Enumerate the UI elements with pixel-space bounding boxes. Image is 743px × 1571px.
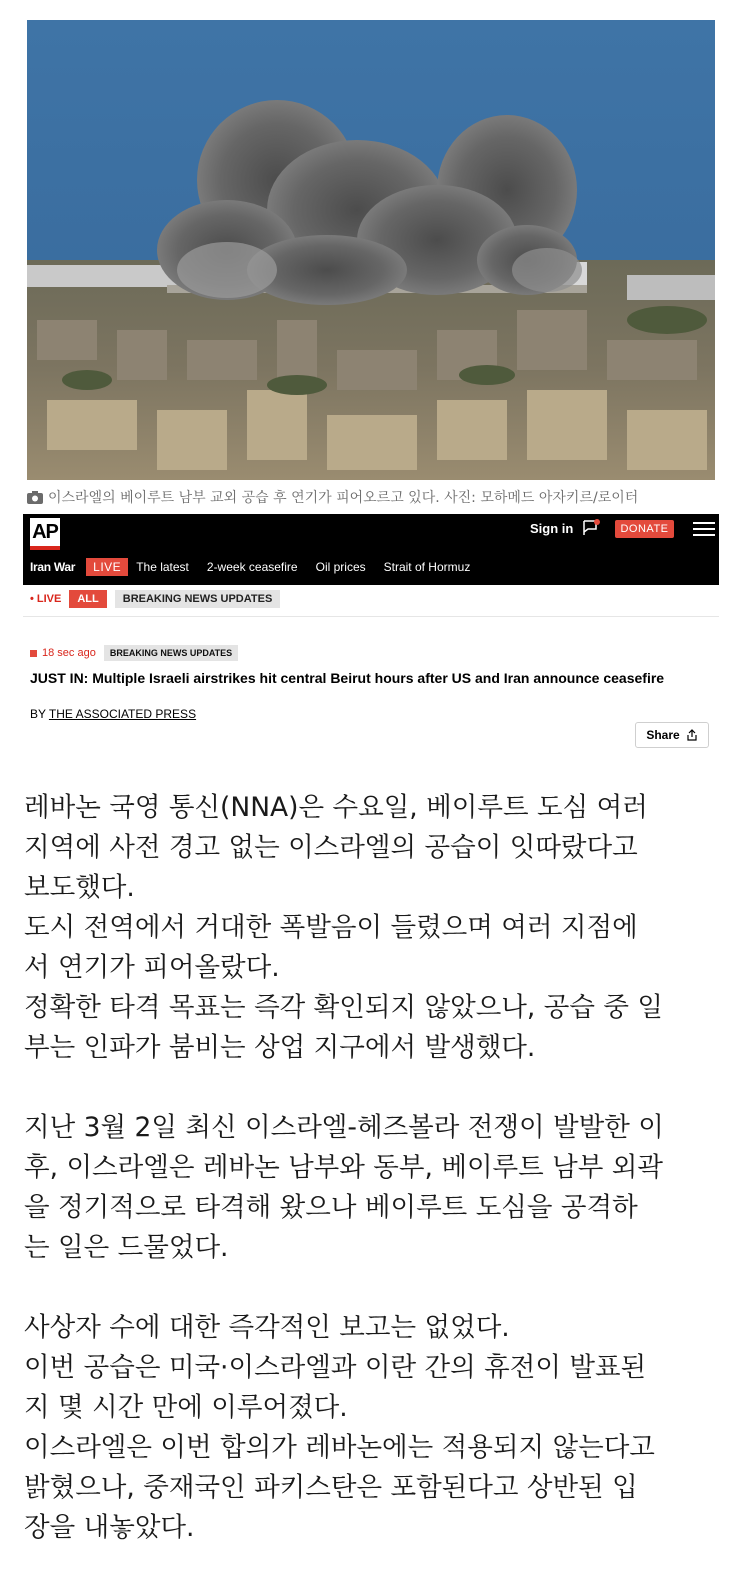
article-line: 도시 전역에서 거대한 폭발음이 들렸으며 여러 지점에: [24, 912, 638, 943]
nav-section-iran-war[interactable]: Iran War: [30, 560, 76, 574]
share-button[interactable]: [635, 722, 709, 748]
caption-text: 이스라엘의 베이루트 남부 교외 공습 후 연기가 피어오르고 있다. 사진: 모하메드 아자키르/로이터: [48, 490, 639, 506]
nav-item-oil-prices[interactable]: Oil prices: [315, 560, 366, 574]
post-byline: [30, 707, 196, 721]
byline-org-link[interactable]: THE ASSOCIATED PRESS: [48, 707, 197, 721]
nav-live-badge[interactable]: LIVE: [86, 558, 128, 576]
camera-icon: [27, 491, 43, 504]
nav-item-ceasefire[interactable]: 2-week ceasefire: [206, 560, 298, 574]
article-line: 이스라엘은 이번 합의가 레바논에는 적용되지 않는다고: [24, 1432, 655, 1463]
ap-logo-underline: [30, 546, 60, 550]
article-line: 보도했다.: [24, 872, 135, 903]
post-time: 18 sec ago: [42, 647, 96, 659]
article-line: 장을 내놓았다.: [24, 1512, 195, 1543]
article-line: 지역에 사전 경고 없는 이스라엘의 공습이 잇따랐다고: [24, 832, 638, 863]
ap-header: [23, 514, 719, 585]
nav-item-the-latest[interactable]: The latest: [136, 560, 189, 574]
share-icon: [686, 729, 698, 741]
divider: [23, 616, 719, 617]
post-tag: BREAKING NEWS UPDATES: [104, 645, 238, 661]
live-indicator: • LIVE: [30, 593, 62, 605]
article-line: 서 연기가 피어올랐다.: [24, 952, 280, 983]
article-line: 을 정기적으로 타격해 왔으나 베이루트 도심을 공격하: [24, 1192, 638, 1223]
red-square-icon: [30, 650, 37, 657]
donate-button[interactable]: DONATE: [615, 520, 674, 538]
photo-caption: [27, 486, 727, 508]
live-filters: [30, 589, 280, 609]
article-line: 지 몇 시간 만에 이루어졌다.: [24, 1392, 348, 1423]
filter-all[interactable]: ALL: [69, 590, 106, 608]
article-line: 지난 3월 2일 최신 이스라엘-헤즈볼라 전쟁이 발발한 이: [24, 1112, 664, 1143]
post-headline[interactable]: JUST IN: Multiple Israeli airstrikes hit central Beirut hours after US and Iran announce ceasefire: [30, 670, 665, 686]
news-photo: [27, 20, 715, 480]
ap-live-page: [23, 514, 719, 764]
hamburger-menu-icon[interactable]: [693, 522, 715, 538]
article-line: 정확한 타격 목표는 즉각 확인되지 않았으나, 공습 중 일: [24, 992, 663, 1023]
article-line: 이번 공습은 미국·이스라엘과 이란 간의 휴전이 발표된: [24, 1352, 647, 1383]
article-body: [24, 788, 724, 1548]
filter-breaking-news[interactable]: BREAKING NEWS UPDATES: [115, 590, 281, 608]
notification-flag-icon[interactable]: [581, 519, 601, 537]
article-line: 후, 이스라엘은 레바논 남부와 동부, 베이루트 남부 외곽: [24, 1152, 663, 1183]
nav-item-strait-of-hormuz[interactable]: Strait of Hormuz: [383, 560, 471, 574]
article-line: 부는 인파가 붐비는 상업 지구에서 발생했다.: [24, 1032, 536, 1063]
share-label: Share: [646, 728, 680, 742]
article-line: 밝혔으나, 중재국인 파키스탄은 포함된다고 상반된 입: [24, 1472, 638, 1503]
ap-nav: [30, 557, 488, 577]
paragraph-gap: [24, 1268, 724, 1308]
byline-prefix: BY: [30, 707, 49, 721]
article-line: 사상자 수에 대한 즉각적인 보고는 없었다.: [24, 1312, 510, 1343]
paragraph-gap: [24, 1068, 724, 1108]
post-meta: [30, 644, 238, 662]
ap-logo[interactable]: AP: [30, 518, 60, 546]
sign-in-link[interactable]: Sign in: [530, 521, 574, 536]
article-line: 레바논 국영 통신(NNA)은 수요일, 베이루트 도심 여러: [24, 792, 648, 823]
article-line: 는 일은 드물었다.: [24, 1232, 229, 1263]
